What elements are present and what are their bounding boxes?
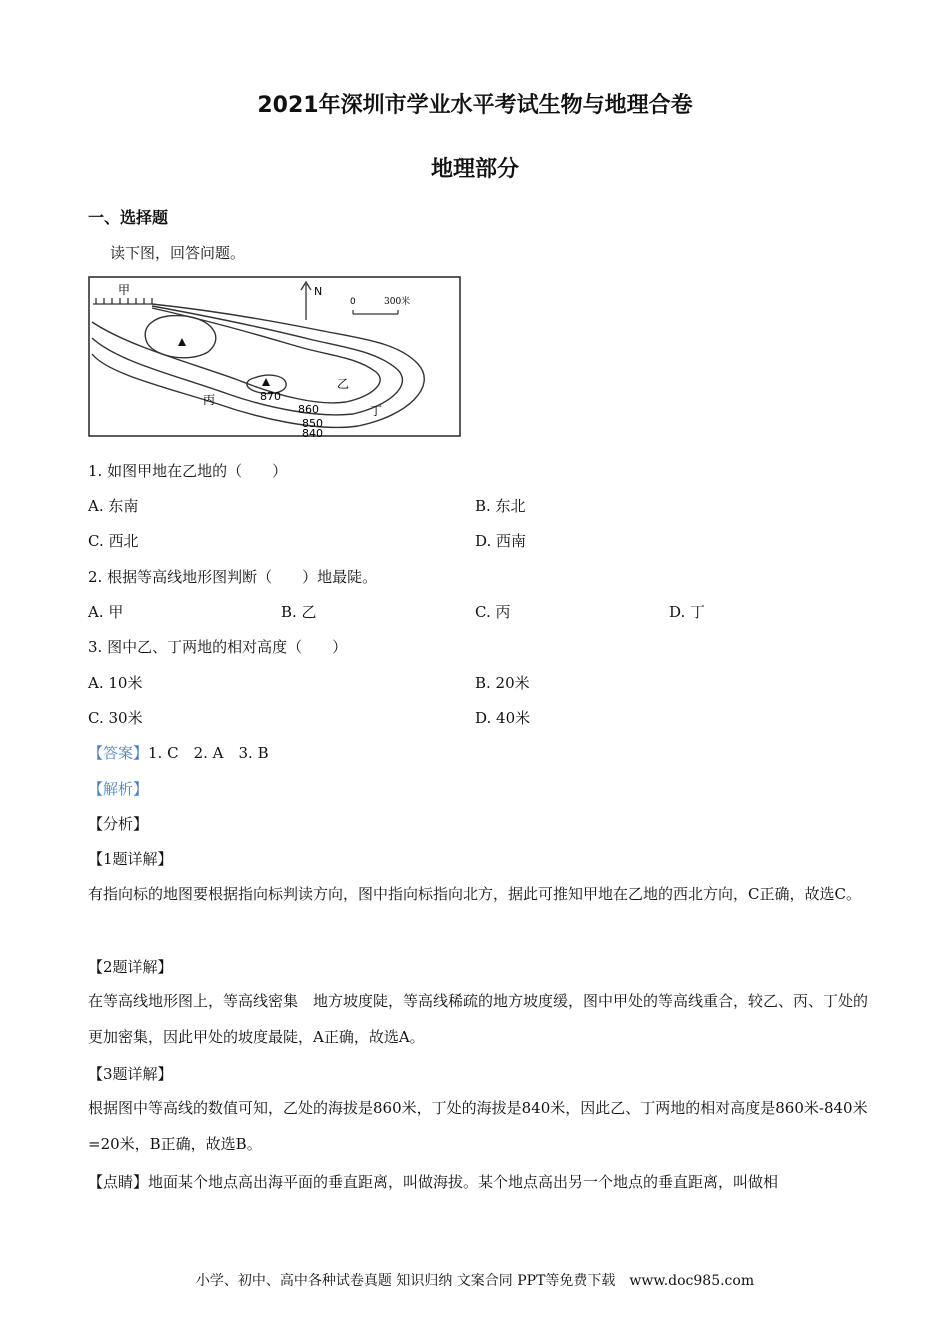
detail-3-label: 【3题详解】: [88, 1065, 173, 1083]
answer-label: 【答案】: [88, 744, 149, 762]
north-label: N: [314, 285, 323, 298]
answer-text: 1. C 2. A 3. B: [148, 744, 269, 762]
question-3-option-a: A. 10米: [88, 674, 143, 692]
question-2-option-c: C. 丙: [475, 603, 511, 621]
detail-1-label: 【1题详解】: [88, 850, 173, 868]
detail-2-text: 在等高线地形图上，等高线密集 地方坡度陡，等高线稀疏的地方坡度缓，图中甲处的等高线重合，较乙、丙、丁处的更加密集，因此甲处的坡度最陡，A正确，故选A。: [88, 992, 869, 1046]
fenxi-label: 【分析】: [88, 815, 149, 833]
section-heading: 一、选择题: [88, 208, 169, 227]
dianjing-paragraph: [88, 1164, 868, 1200]
detail-2-label: 【2题详解】: [88, 958, 173, 976]
intro-text: 读下图，回答问题。: [110, 244, 246, 262]
detail-1-text: 有指向标的地图要根据指向标判读方向，图中指向标指向北方，据此可推知甲地在乙地的西北方向，C正确，故选C。: [88, 885, 861, 903]
contour-label-870: 870: [260, 390, 281, 403]
contour-label-840: 840: [302, 427, 323, 438]
dianjing-text: 地面某个地点高出海平面的垂直距离，叫做海拔。某个地点高出另一个地点的垂直距离，叫做相: [148, 1173, 779, 1191]
question-2-option-d: D. 丁: [669, 603, 706, 621]
contour-label-860: 860: [298, 403, 319, 416]
page-subtitle: 地理部分: [430, 157, 519, 182]
page-footer: 小学、初中、高中各种试卷真题 知识归纳 文案合同 PPT等免费下载 www.doc985.com: [195, 1273, 755, 1289]
label-yi: 乙: [337, 377, 350, 391]
scale-distance: 300米: [384, 297, 411, 307]
question-1-option-b: B. 东北: [475, 497, 526, 515]
question-1-stem: 1. 如图甲地在乙地的（ ）: [88, 462, 288, 480]
question-2-option-b: B. 乙: [281, 603, 317, 621]
analysis-label: 【解析】: [88, 780, 149, 798]
dianjing-label: 【点睛】: [88, 1173, 149, 1191]
question-3-option-b: B. 20米: [475, 674, 530, 692]
question-1-option-d: D. 西南: [475, 532, 527, 550]
label-ding: 丁: [370, 404, 383, 418]
contour-label-850: 850: [302, 417, 323, 430]
label-bing: 丙: [203, 393, 216, 407]
label-jia: 甲: [118, 283, 131, 297]
question-2-option-a: A. 甲: [88, 603, 124, 621]
page-title: 2021年深圳市学业水平考试生物与地理合卷: [257, 93, 693, 118]
question-3-stem: 3. 图中乙、丁两地的相对高度（ ）: [88, 638, 348, 656]
question-3-option-d: D. 40米: [475, 709, 531, 727]
question-1-option-c: C. 西北: [88, 532, 139, 550]
scale-zero: 0: [350, 297, 356, 307]
detail-3-text: 根据图中等高线的数值可知，乙处的海拔是860米，丁处的海拔是840米，因此乙、丁两地的相对高度是860米-840米=20米，B正确，故选B。: [88, 1099, 868, 1153]
question-2-stem: 2. 根据等高线地形图判断（ ）地最陡。: [88, 568, 378, 586]
answer-line: [88, 742, 269, 763]
question-3-option-c: C. 30米: [88, 709, 143, 727]
contour-map: [88, 276, 462, 438]
question-1-option-a: A. 东南: [88, 497, 139, 515]
